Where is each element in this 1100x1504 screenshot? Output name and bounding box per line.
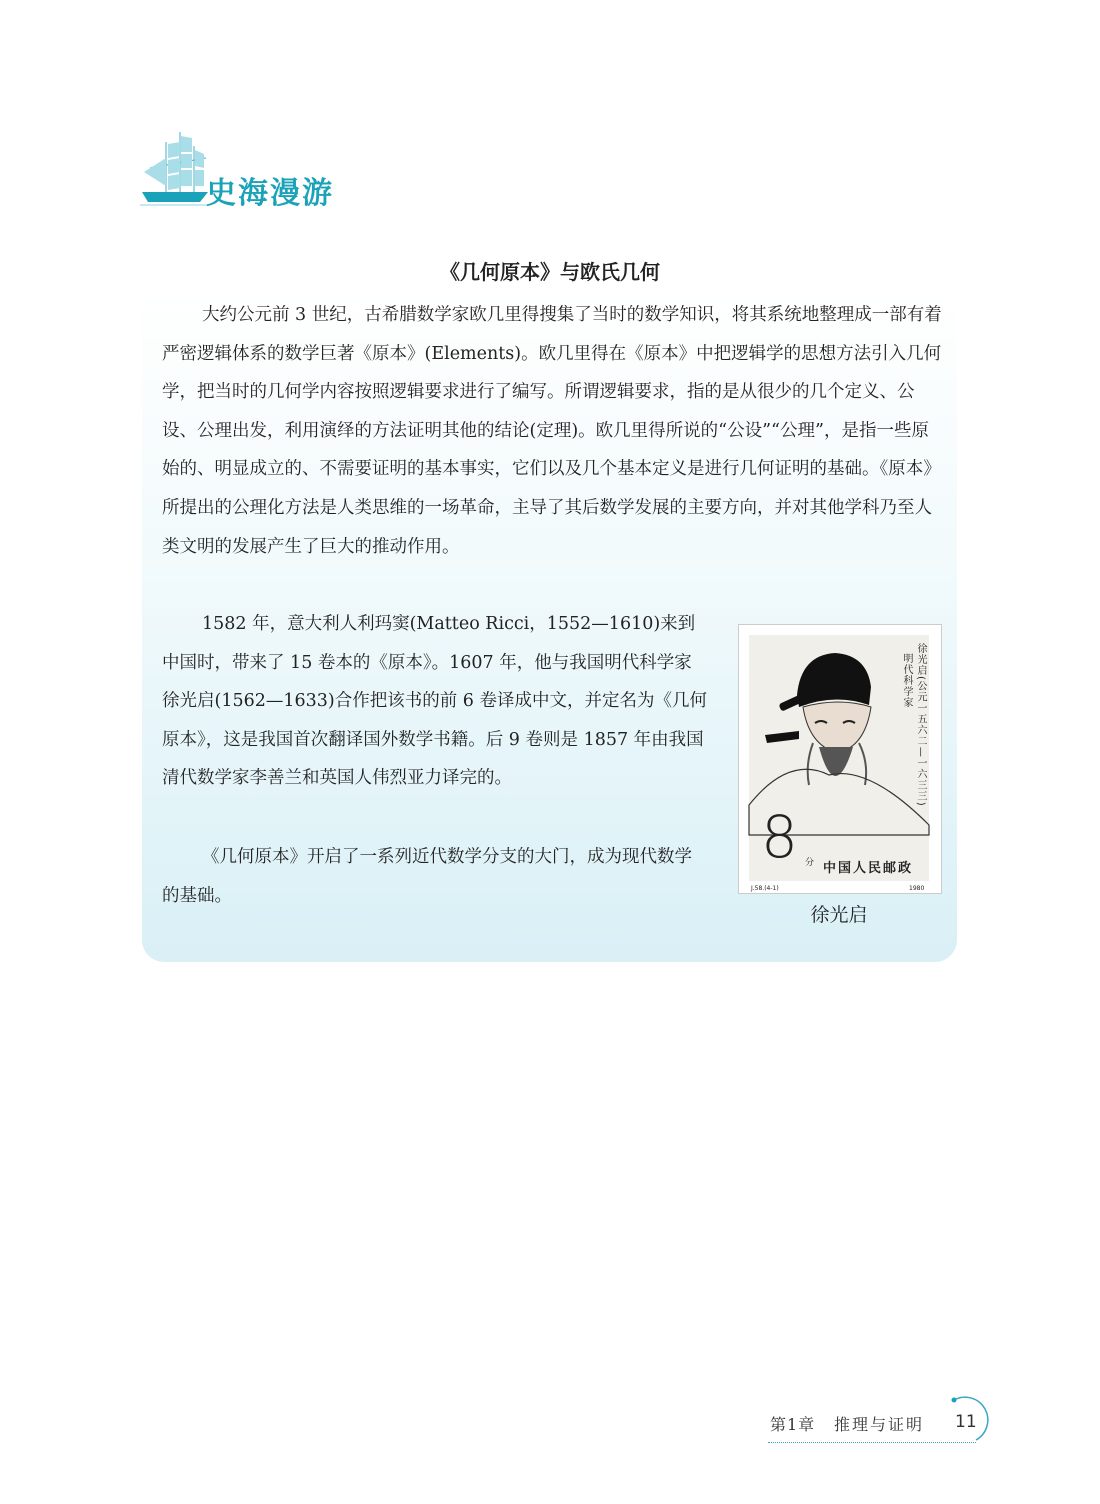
stamp-side-text-1: 徐光启(公元一五六二—一六三三) xyxy=(915,643,926,807)
paragraph-2: 1582 年，意大利人利玛窦(Matteo Ricci，1552—1610)来到中国时，带来了 15 卷本的《原本》。1607 年，他与我国明代科学家徐光启(1562—1633)合作把该书的前 6 卷译成中文，并定名为《几何原本》，这是我国首次翻译国外数学书籍。后 9 卷则是 1857 年由我国清代数学家李善兰和英国人伟烈亚力译完的。 xyxy=(162,614,707,789)
article-title: 《几何原本》与欧氏几何 xyxy=(440,260,660,284)
section-title: 史海漫游 xyxy=(206,176,334,211)
paragraph-1: 大约公元前 3 世纪，古希腊数学家欧几里得搜集了当时的数学知识，将其系统地整理成一部有着严密逻辑体系的数学巨著《原本》(Elements)。欧几里得在《原本》中把逻辑学的思想方法引入几何学，把当时的几何学内容按照逻辑要求进行了编写。所谓逻辑要求，指的是从很少的几个定义、公设、公理出发，利用演绎的方法证明其他的结论(定理)。欧几里得所说的“公设”“公理”，是指一些原始的、明显成立的、不需要证明的基本事实，它们以及几个基本定义是进行几何证明的基础。《原本》所提出的公理化方法是人类思维的一场革命，主导了其后数学发展的主要方向，并对其他学科乃至人类文明的发展产生了巨大的推动作用。 xyxy=(162,305,942,557)
stamp-image xyxy=(738,624,942,894)
page-arc-icon xyxy=(940,1396,990,1446)
section-logo xyxy=(140,128,380,211)
stamp-code: J.58.(4-1) xyxy=(751,885,779,892)
page-number: 11 xyxy=(955,1412,977,1432)
sailing-ship-icon xyxy=(140,128,210,208)
footer-chapter-title: 推理与证明 xyxy=(834,1415,925,1434)
stamp-denomination: 8 xyxy=(761,803,798,871)
stamp-country: 中国人民邮政 xyxy=(823,861,914,876)
stamp-side-text-2: 明代科学家 xyxy=(901,653,912,708)
stamp-year: 1980 xyxy=(909,885,925,892)
paragraph-3: 《几何原本》开启了一系列近代数学分支的大门，成为现代数学的基础。 xyxy=(162,847,692,906)
footer-chapter: 第1章 xyxy=(770,1415,816,1434)
stamp-unit: 分 xyxy=(805,858,815,868)
stamp-caption: 徐光启 xyxy=(810,904,868,926)
